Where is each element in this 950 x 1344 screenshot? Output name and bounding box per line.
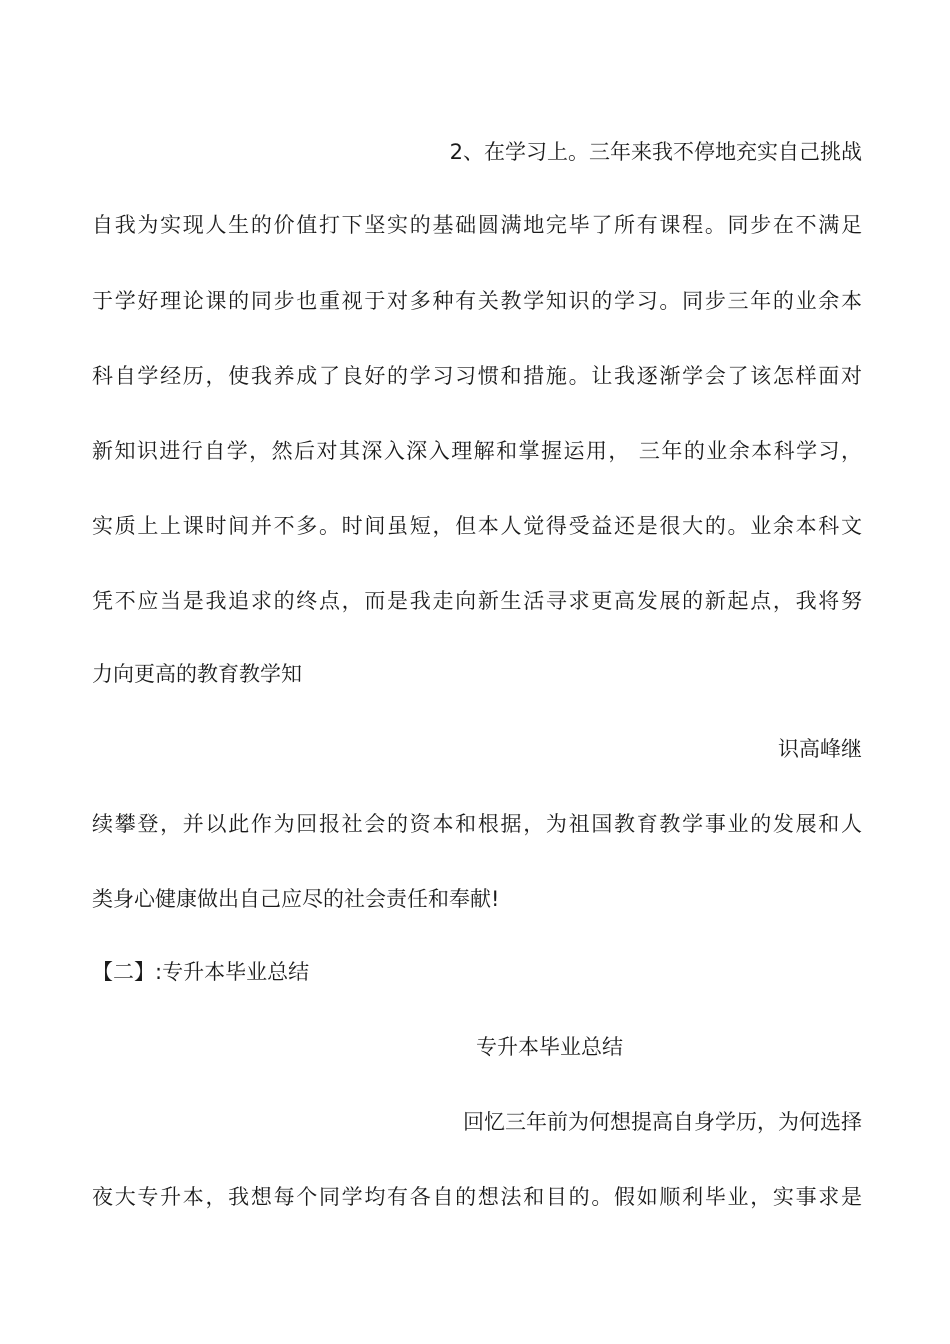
section-title: 专升本毕业总结 <box>476 1035 623 1059</box>
paragraph-line-6: 实质上上课时间并不多。时间虽短，但本人觉得受益还是很大的。业余本科文 <box>92 514 862 538</box>
paragraph-line-8: 力向更高的教育教学知 <box>92 662 302 686</box>
paragraph-line-13: 夜大专升本，我想每个同学均有各自的想法和目的。假如顺利毕业，实事求是 <box>92 1185 862 1209</box>
section-heading: 【二】:专升本毕业总结 <box>92 960 310 984</box>
paragraph-line-4: 科自学经历，使我养成了良好的学习习惯和措施。让我逐渐学会了该怎样面对 <box>92 364 862 388</box>
paragraph-line-2: 自我为实现人生的价值打下坚实的基础圆满地完毕了所有课程。同步在不满足 <box>92 213 862 237</box>
paragraph-line-7: 凭不应当是我追求的终点，而是我走向新生活寻求更高发展的新起点，我将努 <box>92 589 862 613</box>
paragraph-line-12: 回忆三年前为何想提高自身学历，为何选择 <box>463 1110 862 1134</box>
paragraph-line-10: 续攀登，并以此作为回报社会的资本和根据，为祖国教育教学事业的发展和人 <box>92 812 862 836</box>
paragraph-line-5: 新知识进行自学，然后对其深入深入理解和掌握运用， 三年的业余本科学习， <box>92 439 862 463</box>
paragraph-line-11: 类身心健康做出自己应尽的社会责任和奉献! <box>92 887 500 911</box>
paragraph-line-1: 2、在学习上。三年来我不停地充实自己挑战 <box>449 140 862 164</box>
paragraph-line-3: 于学好理论课的同步也重视于对多种有关教学知识的学习。同步三年的业余本 <box>92 289 862 313</box>
paragraph-line-9: 识高峰继 <box>778 737 862 761</box>
